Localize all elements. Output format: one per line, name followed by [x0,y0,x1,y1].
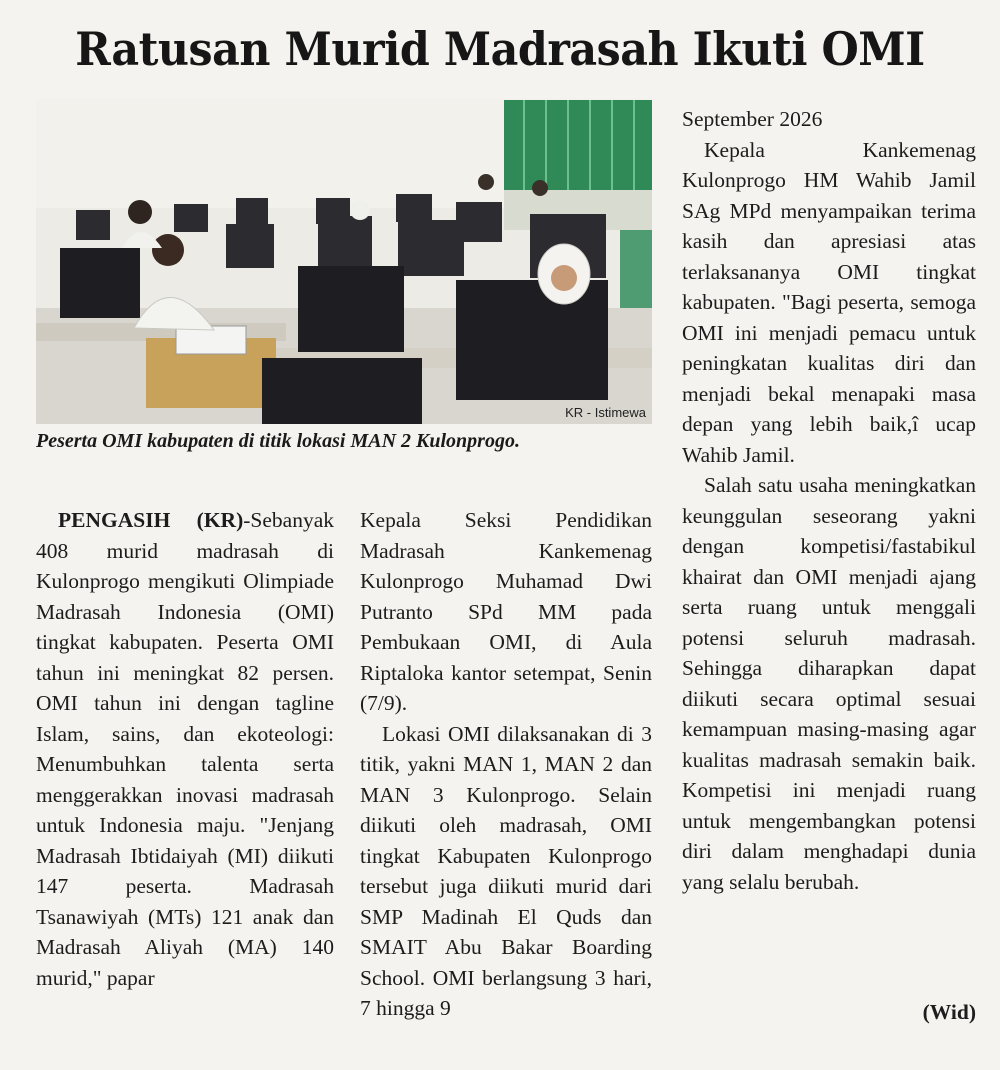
paragraph: Salah satu usaha meningkatkan keunggulan seseorang yakni dengan kompetisi/fastabikul khairat dan OMI menjadi ajang serta ruang untuk menggali potensi seluruh madrasah. Sehingga diharapkan dapat diikuti secara optimal sesuai kemampuan masing-masing agar kualitas madrasah semakin baik. Kompetisi ini menjadi ruang untuk mengembangkan potensi diri dalam menghadapi dunia yang selalu berubah. [682,473,976,894]
article-column-1 [36,505,334,993]
paragraph: Kepala Seksi Pendidikan Madrasah Kankemenag Kulonprogo Muhamad Dwi Putranto SPd MM pada Pembukaan OMI, di Aula Riptaloka kantor setempat, Senin (7/9). [360,508,652,715]
paragraph: Kepala Kankemenag Kulonprogo HM Wahib Jamil SAg MPd menyampaikan terima kasih dan apresiasi atas terlaksananya OMI tingkat kabupaten. "Bagi peserta, semoga OMI ini menjadi pemacu untuk peningkatan kualitas diri dan menjadi bekal menapaki masa depan yang lebih baik,î ucap Wahib Jamil. [682,137,976,467]
byline: (Wid) [922,1000,976,1024]
paragraph: Lokasi OMI dilaksanakan di 3 titik, yakni MAN 1, MAN 2 dan MAN 3 Kulonprogo. Selain diikuti oleh madrasah, OMI tingkat Kabupaten Kulonprogo tersebut juga diikuti murid dari SMP Madinah El Quds dan SMAIT Abu Bakar Boarding School. OMI berlangsung 3 hari, 7 hingga 9 [360,721,652,1020]
paragraph: September 2026 [682,107,823,131]
article-column-2 [360,505,652,1024]
lead-paragraph-text: -Sebanyak 408 murid madrasah di Kulonprogo mengikuti Olimpiade Madrasah Indonesia (OMI) tingkat kabupaten. Peserta OMI tahun ini meningkat 82 persen. OMI tahun ini dengan tagline Islam, sains, dan ekoteologi: Menumbuhkan talenta serta menggerakkan inovasi madrasah untuk Indonesia maju. "Jenjang Madrasah Ibtidaiyah (MI) diikuti 147 peserta. Madrasah Tsanawiyah (MTs) 121 anak dan Madrasah Aliyah (MA) 140 murid," papar [36,508,334,990]
headline: Ratusan Murid Madrasah Ikuti OMI [75,22,925,76]
article-photo [36,98,652,424]
dateline: PENGASIH (KR) [58,508,244,532]
article-column-3 [682,104,976,897]
lead-paragraph [36,505,334,993]
computer-lab-photo [36,98,652,424]
photo-credit: KR - Istimewa [565,405,646,420]
photo-caption: Peserta OMI kabupaten di titik lokasi MAN 2 Kulonprogo. [36,430,520,452]
